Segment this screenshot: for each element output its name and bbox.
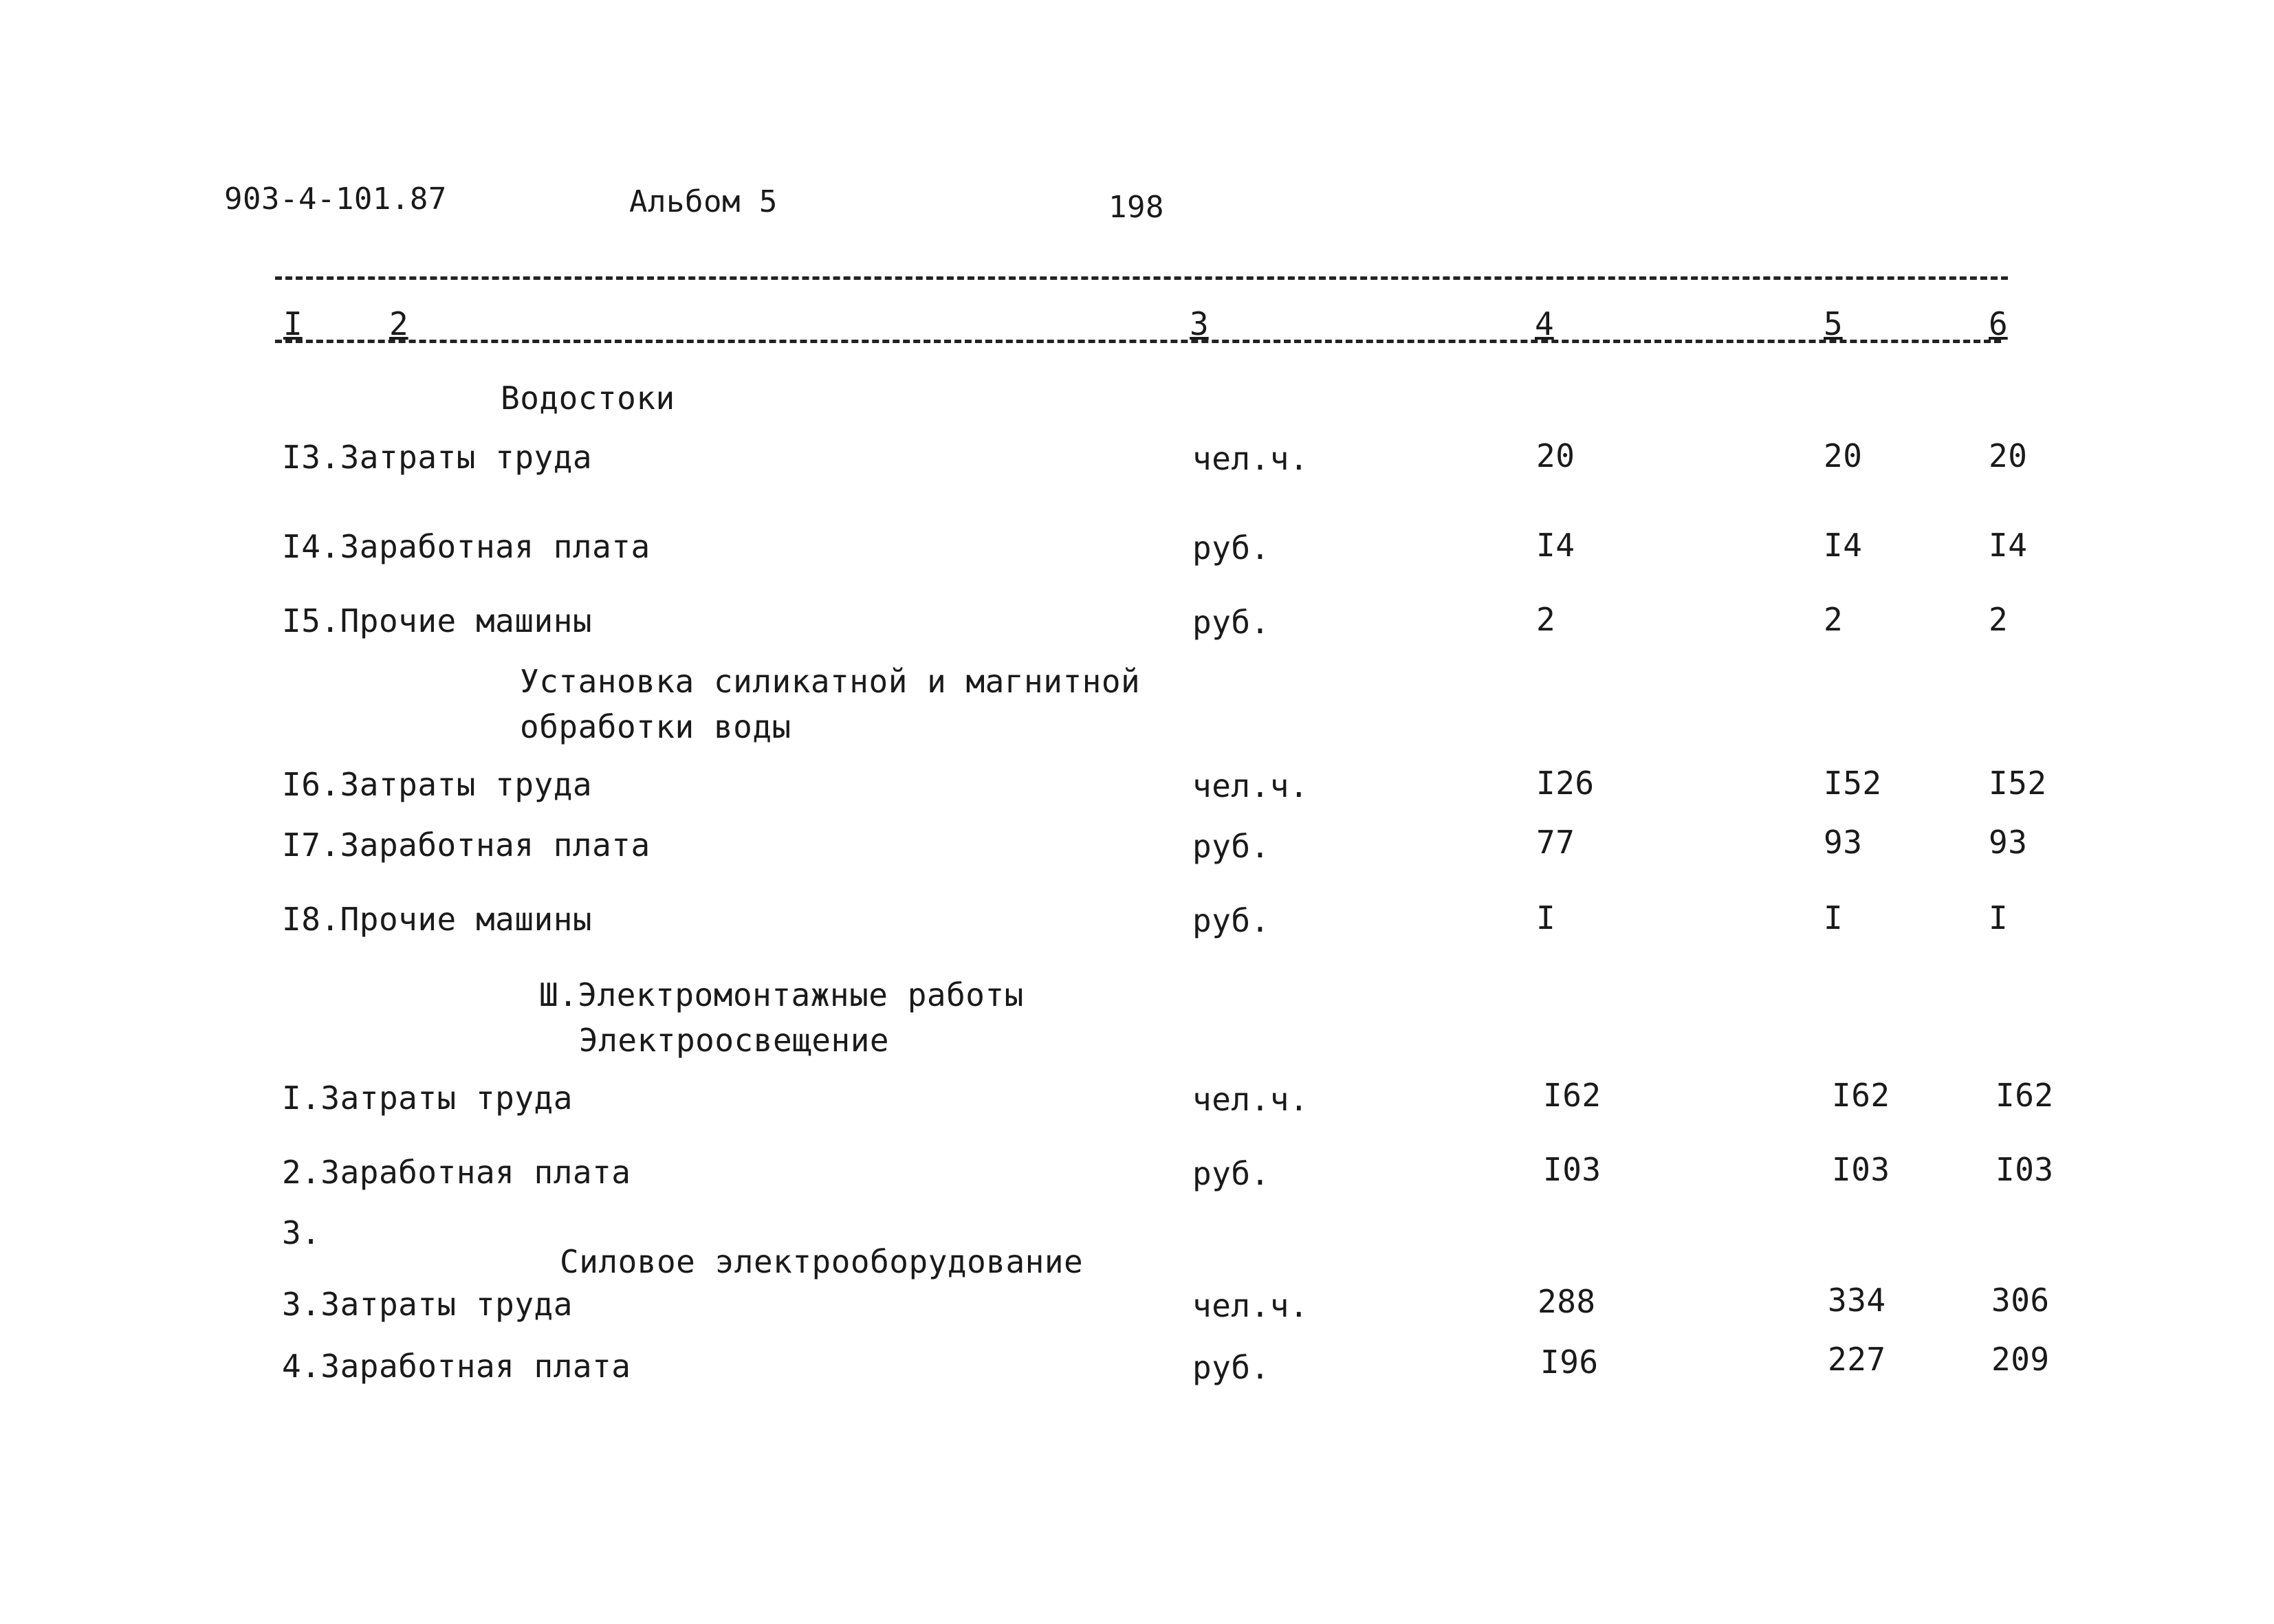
album-label: Альбом 5 [629, 184, 778, 219]
row-col6: 93 [1989, 824, 2028, 861]
column-number-4: 4 [1535, 305, 1554, 342]
row-col4: I [1536, 899, 1556, 936]
row-col5: I52 [1824, 765, 1882, 802]
row-label: I7.Заработная плата [282, 826, 651, 864]
row-unit: чел.ч. [1192, 1081, 1309, 1118]
column-number-2: 2 [389, 305, 408, 342]
row-unit: руб. [1192, 1155, 1270, 1192]
row-col5: 227 [1828, 1341, 1886, 1378]
row-col5: I62 [1832, 1077, 1890, 1114]
section-heading-electrical-works: Ш.Электромонтажные работы [539, 976, 1024, 1013]
row-label: 3.Затраты труда [282, 1286, 573, 1323]
row-unit: руб. [1192, 828, 1270, 865]
row-col6: I [1989, 899, 2009, 936]
row-col5: I4 [1824, 527, 1863, 564]
row-unit: чел.ч. [1192, 767, 1309, 804]
row-col4: 288 [1538, 1283, 1596, 1320]
row-col5: I03 [1832, 1151, 1890, 1188]
row-col4: 77 [1536, 824, 1575, 861]
section-heading-water-treatment: Установка силикатной и магнитной [520, 663, 1141, 700]
row-col5: I [1824, 899, 1844, 936]
section-heading-lighting: Электроосвещение [579, 1022, 890, 1059]
row-col6: I62 [1996, 1077, 2054, 1114]
page-number: 198 [1108, 190, 1164, 225]
column-header-dashed-rule [275, 340, 2001, 343]
row-unit: чел.ч. [1192, 1287, 1309, 1324]
row-label: I6.Затраты труда [282, 766, 593, 803]
row-label: 4.Заработная плата [282, 1348, 631, 1385]
row-col4: 20 [1536, 437, 1575, 474]
row-label: I3.Затраты труда [282, 439, 593, 476]
row-label: I5.Прочие машины [282, 602, 593, 639]
row-col6: 20 [1989, 437, 2028, 474]
section-heading-power-equipment: Силовое электрооборудование [560, 1243, 1084, 1280]
top-dashed-rule [275, 276, 2008, 280]
column-number-1: I [283, 305, 303, 342]
row-unit: руб. [1192, 902, 1270, 939]
row-col5: 93 [1824, 824, 1863, 861]
row-label: I8.Прочие машины [282, 901, 593, 938]
section-heading-water-treatment-line2: обработки воды [520, 708, 791, 745]
row-col6: I03 [1996, 1151, 2054, 1188]
row-unit: руб. [1192, 604, 1270, 641]
row-col4: I26 [1536, 765, 1595, 802]
row-unit: чел.ч. [1192, 440, 1309, 477]
column-number-3: 3 [1190, 305, 1209, 342]
item-number-prefix: 3. [282, 1214, 321, 1251]
row-col6: I52 [1989, 765, 2047, 802]
row-label: 2.Заработная плата [282, 1154, 631, 1191]
row-col4: I03 [1543, 1151, 1601, 1188]
row-col6: 2 [1989, 601, 2009, 638]
column-number-6: 6 [1989, 305, 2008, 342]
row-unit: руб. [1192, 529, 1270, 567]
row-label: I4.Заработная плата [282, 528, 651, 565]
column-number-5: 5 [1824, 305, 1843, 342]
row-col6: 209 [1991, 1341, 2050, 1378]
row-col4: I4 [1536, 527, 1575, 564]
row-col6: 306 [1991, 1282, 2050, 1319]
document-code: 903-4-101.87 [224, 182, 447, 217]
row-col5: 334 [1828, 1282, 1886, 1319]
section-heading-drains: Водостоки [501, 380, 675, 417]
row-col5: 2 [1824, 601, 1844, 638]
row-col6: I4 [1989, 527, 2028, 564]
row-label: I.Затраты труда [282, 1079, 573, 1117]
row-col4: I62 [1543, 1077, 1601, 1114]
row-col4: 2 [1536, 601, 1556, 638]
row-unit: руб. [1192, 1349, 1270, 1386]
row-col5: 20 [1824, 437, 1863, 474]
row-col4: I96 [1540, 1343, 1599, 1381]
